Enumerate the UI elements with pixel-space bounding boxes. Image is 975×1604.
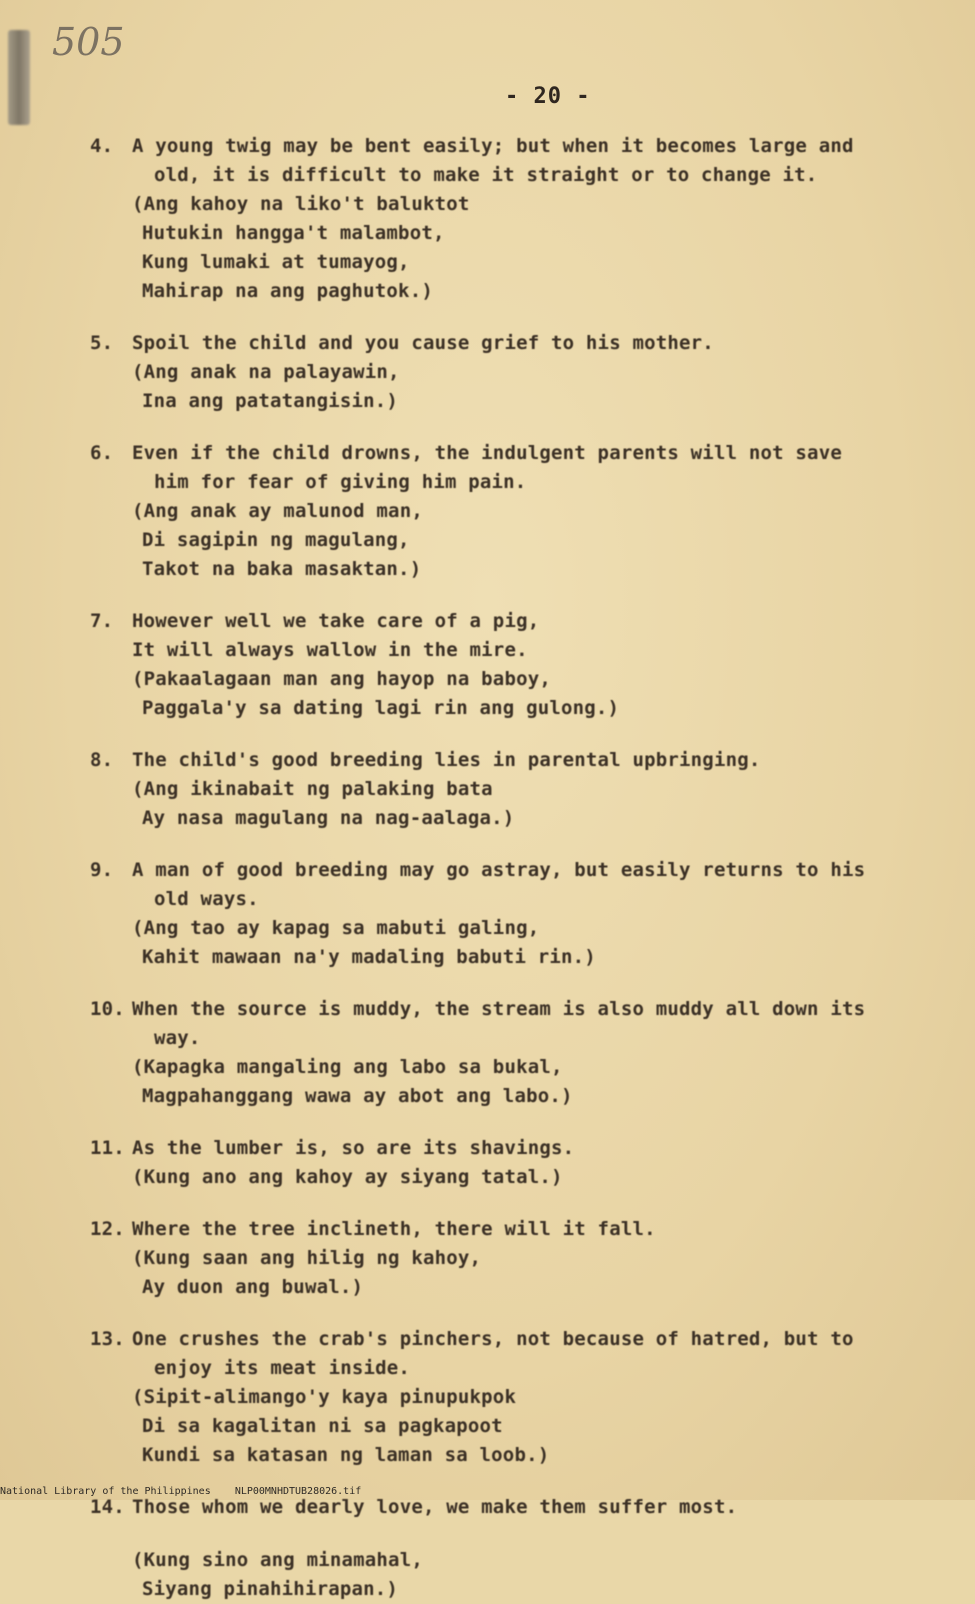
proverb-english — [90, 1493, 930, 1522]
filipino-line: Kahit mawaan na'y madaling babuti rin.) — [142, 946, 596, 968]
filipino-line: (Kung saan ang hilig ng kahoy, — [132, 1247, 482, 1269]
proverb-number: 12. — [90, 1218, 125, 1240]
proverb-item-7 — [90, 607, 930, 723]
proverb-english — [90, 132, 930, 190]
filipino-line: (Kapagka mangaling ang labo sa bukal, — [132, 1056, 563, 1078]
english-line: The child's good breeding lies in parental upbringing. — [132, 749, 761, 771]
proverb-number: 11. — [90, 1137, 125, 1159]
proverb-english — [90, 856, 930, 914]
proverb-number: 4. — [90, 135, 114, 157]
filipino-line: Paggala'y sa dating lagi rin ang gulong.) — [142, 697, 620, 719]
proverb-item-5 — [90, 329, 930, 416]
proverb-item-12 — [90, 1215, 930, 1302]
proverb-number: 13. — [90, 1328, 125, 1350]
filipino-line: Kundi sa katasan ng laman sa loob.) — [142, 1444, 550, 1466]
english-line: It will always wallow in the mire. — [132, 639, 528, 661]
proverb-filipino — [90, 1546, 930, 1604]
binding-clip — [8, 30, 30, 125]
filipino-line: Takot na baka masaktan.) — [142, 558, 422, 580]
proverb-number: 14. — [90, 1496, 125, 1518]
proverb-filipino — [90, 665, 930, 723]
handwritten-folio-number: 505 — [52, 20, 125, 64]
filipino-line: Ay nasa magulang na nag-aalaga.) — [142, 807, 515, 829]
proverb-item-13 — [90, 1325, 930, 1470]
proverb-number: 9. — [90, 859, 114, 881]
proverb-english — [90, 439, 930, 497]
proverb-english — [90, 607, 930, 665]
proverb-number: 5. — [90, 332, 114, 354]
english-line: Spoil the child and you cause grief to his mother. — [132, 332, 714, 354]
proverb-english — [90, 1215, 930, 1244]
english-line: One crushes the crab's pinchers, not because of hatred, but to — [132, 1328, 854, 1350]
filipino-line: Siyang pinahihirapan.) — [142, 1578, 399, 1600]
proverb-number: 8. — [90, 749, 114, 771]
proverb-english — [90, 1134, 930, 1163]
filipino-line: Hutukin hangga't malambot, — [142, 222, 445, 244]
proverb-english — [90, 746, 930, 775]
filipino-line: (Pakaalagaan man ang hayop na baboy, — [132, 668, 552, 690]
proverb-filipino — [90, 190, 930, 306]
english-line: However well we take care of a pig, — [132, 610, 540, 632]
proverb-filipino — [90, 914, 930, 972]
english-line: way. — [154, 1027, 201, 1049]
proverb-english — [90, 329, 930, 358]
proverb-item-14 — [90, 1493, 930, 1604]
proverb-filipino — [90, 775, 930, 833]
english-line: Even if the child drowns, the indulgent parents will not save — [132, 442, 842, 464]
proverb-filipino — [90, 1383, 930, 1470]
proverb-number: 6. — [90, 442, 114, 464]
proverb-filipino — [90, 1053, 930, 1111]
proverb-item-8 — [90, 746, 930, 833]
filipino-line: (Ang anak ay malunod man, — [132, 500, 423, 522]
proverb-filipino — [90, 497, 930, 584]
english-line: A man of good breeding may go astray, but easily returns to his — [132, 859, 866, 881]
filipino-line: Ina ang patatangisin.) — [142, 390, 399, 412]
proverb-filipino — [90, 1244, 930, 1302]
filipino-line: (Kung sino ang minamahal, — [132, 1549, 423, 1571]
filipino-line: (Ang tao ay kapag sa mabuti galing, — [132, 917, 540, 939]
filipino-line: Ay duon ang buwal.) — [142, 1276, 364, 1298]
footer-filename: NLP00MNHDTUB28026.tif — [234, 1486, 362, 1497]
english-line: When the source is muddy, the stream is also muddy all down its — [132, 998, 866, 1020]
proverb-list — [90, 132, 930, 1604]
english-line: enjoy its meat inside. — [154, 1357, 411, 1379]
english-line: Those whom we dearly love, we make them suffer most. — [132, 1496, 738, 1518]
proverb-item-4 — [90, 132, 930, 306]
filipino-line: Magpahanggang wawa ay abot ang labo.) — [142, 1085, 573, 1107]
filipino-line: (Ang anak na palayawin, — [132, 361, 400, 383]
filipino-line: Di sagipin ng magulang, — [142, 529, 410, 551]
filipino-line: Di sa kagalitan ni sa pagkapoot — [142, 1415, 503, 1437]
english-line: old ways. — [154, 888, 259, 910]
english-line: Where the tree inclineth, there will it fall. — [132, 1218, 656, 1240]
proverb-item-10 — [90, 995, 930, 1111]
proverb-filipino — [90, 1163, 930, 1192]
proverb-filipino — [90, 358, 930, 416]
filipino-line: (Ang kahoy na liko't baluktot — [132, 193, 470, 215]
filipino-line: (Ang ikinabait ng palaking bata — [132, 778, 493, 800]
filipino-line: (Kung ano ang kahoy ay siyang tatal.) — [132, 1166, 563, 1188]
filipino-line: Mahirap na ang paghutok.) — [142, 280, 433, 302]
filipino-line: (Sipit-alimango'y kaya pinupukpok — [132, 1386, 517, 1408]
proverb-number: 10. — [90, 998, 125, 1020]
proverb-number: 7. — [90, 610, 114, 632]
proverb-item-6 — [90, 439, 930, 584]
proverb-english — [90, 995, 930, 1053]
proverb-english — [90, 1325, 930, 1383]
english-line: old, it is difficult to make it straight or to change it. — [154, 164, 818, 186]
footer-library: National Library of the Philippines — [0, 1486, 211, 1497]
page-number: - 20 - — [505, 84, 591, 109]
proverb-item-9 — [90, 856, 930, 972]
english-line: As the lumber is, so are its shavings. — [132, 1137, 575, 1159]
english-line: A young twig may be bent easily; but when it becomes large and — [132, 135, 854, 157]
scan-footer — [0, 1486, 361, 1497]
filipino-line: Kung lumaki at tumayog, — [142, 251, 410, 273]
proverb-item-11 — [90, 1134, 930, 1192]
english-line: him for fear of giving him pain. — [154, 471, 527, 493]
